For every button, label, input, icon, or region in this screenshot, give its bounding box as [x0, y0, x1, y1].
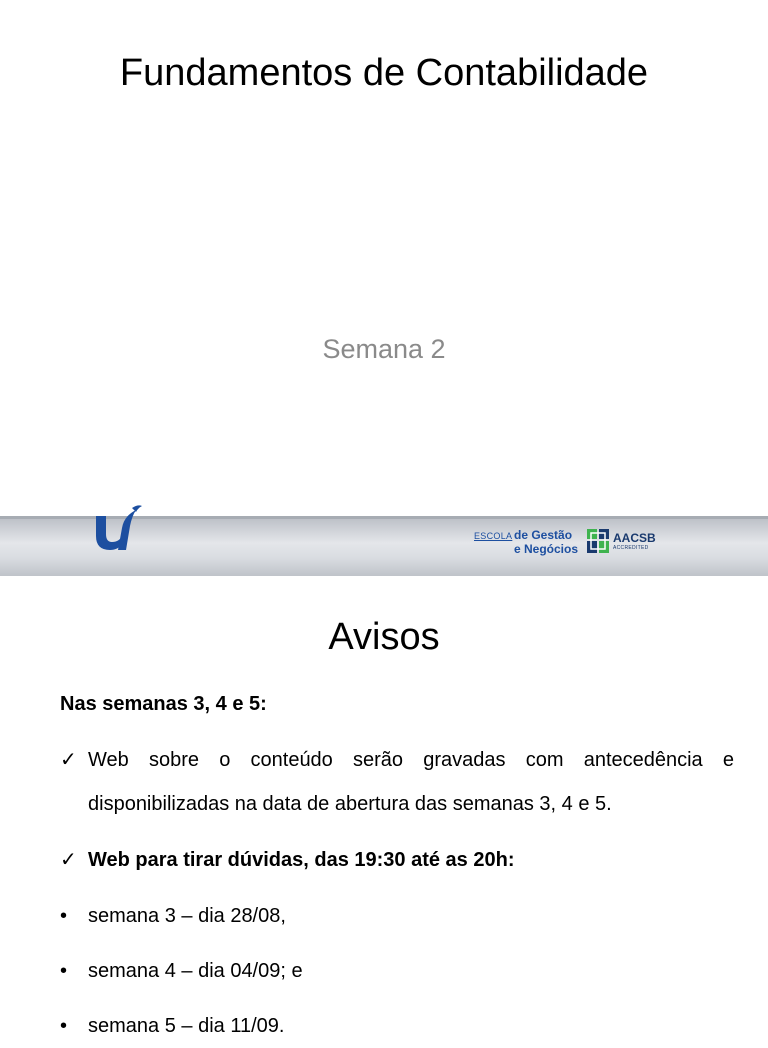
notices-title: Avisos — [328, 616, 440, 658]
aacsb-mark-icon — [587, 529, 609, 553]
escola-label: ESCOLA — [474, 531, 513, 541]
list-item — [60, 1004, 284, 1048]
aacsb-name: AACSB — [613, 531, 656, 545]
slide-subtitle: Semana 2 — [322, 334, 446, 364]
list-item-text: semana 3 – dia 28/08, — [88, 905, 286, 927]
check-item-text: Web sobre o conteúdo serão gravadas com antecedência e disponibilizadas na data de abertura das semanas 3, 4 e 5. — [88, 749, 734, 815]
bullet-icon: • — [60, 960, 68, 982]
list-item — [60, 894, 286, 938]
escola-line-1: de Gestão — [514, 528, 573, 542]
escola-gestao-logo — [474, 528, 584, 558]
bullet-icon: • — [60, 905, 68, 927]
list-item-text: semana 5 – dia 11/09. — [88, 1015, 285, 1037]
list-item — [60, 949, 303, 993]
bullet-icon: • — [60, 1015, 68, 1037]
check-item — [60, 838, 734, 882]
aacsb-logo — [587, 529, 657, 555]
notices-heading: Nas semanas 3, 4 e 5: — [60, 693, 267, 715]
notices-slide — [0, 576, 768, 1037]
escola-line-2: e Negócios — [514, 542, 579, 556]
check-item-text: Web para tirar dúvidas, das 19:30 até as 20h: — [88, 849, 515, 871]
university-logo-icon — [92, 502, 144, 554]
check-item — [60, 738, 734, 826]
aacsb-accredited: ACCREDITED — [613, 545, 649, 551]
checkmark-icon: ✓ — [60, 849, 77, 871]
list-item-text: semana 4 – dia 04/09; e — [88, 960, 303, 982]
slide-title: Fundamentos de Contabilidade — [119, 52, 649, 94]
checkmark-icon: ✓ — [60, 749, 77, 771]
